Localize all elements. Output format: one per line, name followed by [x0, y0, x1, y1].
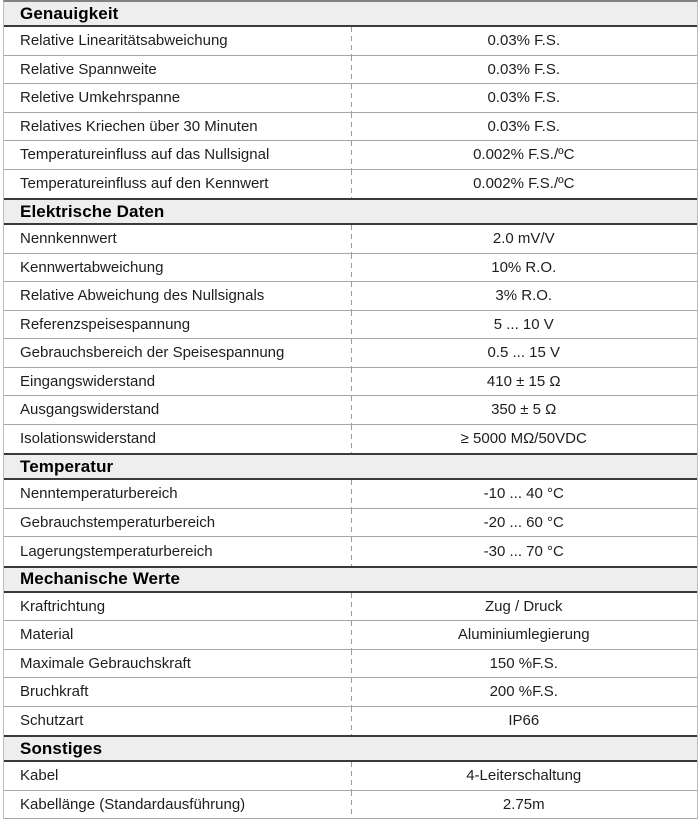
spec-value	[351, 791, 698, 819]
table-row	[4, 56, 697, 85]
spec-label: Schutzart	[20, 712, 84, 730]
specification-table	[3, 0, 698, 819]
spec-value-text: 2.0 mV/V	[492, 230, 555, 248]
spec-value	[351, 141, 698, 169]
table-row	[4, 311, 697, 340]
spec-value	[351, 113, 698, 141]
dashed-column-divider	[351, 27, 352, 55]
table-row	[4, 84, 697, 113]
dashed-column-divider	[351, 339, 352, 367]
table-row	[4, 791, 697, 820]
spec-value	[351, 311, 698, 339]
spec-label: Isolationswiderstand	[20, 430, 156, 448]
spec-value	[351, 537, 698, 566]
table-row	[4, 425, 697, 454]
spec-value	[351, 678, 698, 706]
table-row	[4, 480, 697, 509]
spec-label: Temperatureinfluss auf den Kennwert	[20, 175, 269, 193]
spec-label: Referenzspeisespannung	[20, 315, 191, 333]
spec-value-text: ≥ 5000 MΩ/50VDC	[460, 430, 587, 448]
dashed-column-divider	[351, 707, 352, 736]
spec-value	[351, 170, 698, 199]
dashed-column-divider	[351, 84, 352, 112]
spec-value	[351, 593, 698, 621]
section-title: Sonstiges	[4, 735, 697, 762]
spec-value-text: -20 ... 60 °C	[483, 513, 564, 531]
spec-value-text: -30 ... 70 °C	[483, 542, 564, 560]
spec-value	[351, 480, 698, 508]
section-title: Genauigkeit	[4, 2, 697, 27]
table-row	[4, 368, 697, 397]
spec-label: Kraftrichtung	[20, 597, 106, 615]
spec-label: Eingangswiderstand	[20, 372, 156, 390]
spec-value	[351, 282, 698, 310]
spec-label: Gebrauchsbereich der Speisespannung	[20, 344, 285, 362]
table-row	[4, 396, 697, 425]
spec-value-text: 4-Leiterschaltung	[466, 767, 582, 785]
spec-label: Temperatureinfluss auf das Nullsignal	[20, 146, 270, 164]
dashed-column-divider	[351, 225, 352, 253]
spec-value-text: 3% R.O.	[495, 287, 553, 305]
dashed-column-divider	[351, 368, 352, 396]
spec-value-text: Aluminiumlegierung	[457, 626, 590, 644]
spec-value-text: IP66	[508, 712, 540, 730]
section-title: Elektrische Daten	[4, 198, 697, 225]
section-elektrische-daten	[4, 198, 697, 453]
dashed-column-divider	[351, 113, 352, 141]
spec-label: Ausgangswiderstand	[20, 401, 160, 419]
spec-value	[351, 339, 698, 367]
table-row	[4, 113, 697, 142]
spec-value	[351, 27, 698, 55]
table-row	[4, 225, 697, 254]
spec-value	[351, 254, 698, 282]
spec-value-text: 5 ... 10 V	[493, 315, 554, 333]
spec-label: Nennkennwert	[20, 230, 117, 248]
table-row	[4, 678, 697, 707]
table-row	[4, 282, 697, 311]
dashed-column-divider	[351, 141, 352, 169]
spec-label: Reletive Umkehrspanne	[20, 89, 181, 107]
spec-label: Kabellänge (Standardausführung)	[20, 795, 246, 813]
section-mechanische-werte	[4, 566, 697, 736]
spec-value-text: 0.5 ... 15 V	[487, 344, 561, 362]
spec-label: Gebrauchstemperaturbereich	[20, 513, 216, 531]
spec-value	[351, 650, 698, 678]
dashed-column-divider	[351, 480, 352, 508]
spec-value	[351, 762, 698, 790]
table-row	[4, 707, 697, 736]
section-sonstiges	[4, 735, 697, 819]
table-row	[4, 254, 697, 283]
dashed-column-divider	[351, 396, 352, 424]
table-row	[4, 593, 697, 622]
spec-value-text: 200 %F.S.	[489, 683, 558, 701]
spec-value	[351, 396, 698, 424]
spec-label: Relatives Kriechen über 30 Minuten	[20, 117, 258, 135]
dashed-column-divider	[351, 282, 352, 310]
spec-value	[351, 509, 698, 537]
table-row	[4, 762, 697, 791]
dashed-column-divider	[351, 170, 352, 199]
spec-label: Nenntemperaturbereich	[20, 485, 178, 503]
table-row	[4, 537, 697, 566]
section-title: Mechanische Werte	[4, 566, 697, 593]
spec-value	[351, 621, 698, 649]
spec-value-text: 0.002% F.S./ºC	[473, 175, 575, 193]
spec-value-text: 0.03% F.S.	[487, 89, 561, 107]
spec-value-text: 0.002% F.S./ºC	[473, 146, 575, 164]
table-row	[4, 621, 697, 650]
dashed-column-divider	[351, 791, 352, 819]
table-row	[4, 339, 697, 368]
spec-label: Maximale Gebrauchskraft	[20, 654, 191, 672]
dashed-column-divider	[351, 537, 352, 566]
dashed-column-divider	[351, 254, 352, 282]
spec-value	[351, 225, 698, 253]
spec-label: Relative Linearitätsabweichung	[20, 32, 228, 50]
dashed-column-divider	[351, 762, 352, 790]
spec-label: Kabel	[20, 767, 59, 785]
spec-value-text: 0.03% F.S.	[487, 32, 561, 50]
section-genauigkeit	[4, 2, 697, 198]
spec-value-text: 350 ± 5 Ω	[491, 401, 557, 419]
dashed-column-divider	[351, 425, 352, 454]
dashed-column-divider	[351, 509, 352, 537]
spec-value	[351, 425, 698, 454]
spec-label: Relative Spannweite	[20, 60, 157, 78]
spec-label: Lagerungstemperaturbereich	[20, 542, 213, 560]
dashed-column-divider	[351, 593, 352, 621]
spec-value-text: 10% R.O.	[491, 258, 557, 276]
dashed-column-divider	[351, 621, 352, 649]
spec-value-text: 150 %F.S.	[489, 654, 558, 672]
table-row	[4, 141, 697, 170]
spec-value-text: 2.75m	[502, 795, 545, 813]
spec-value-text: 410 ± 15 Ω	[486, 372, 561, 390]
section-title: Temperatur	[4, 453, 697, 480]
table-row	[4, 170, 697, 199]
dashed-column-divider	[351, 56, 352, 84]
spec-value	[351, 707, 698, 736]
spec-label: Bruchkraft	[20, 683, 89, 701]
spec-value-text: 0.03% F.S.	[487, 117, 561, 135]
spec-label: Kennwertabweichung	[20, 258, 164, 276]
table-row	[4, 27, 697, 56]
spec-value-text: 0.03% F.S.	[487, 60, 561, 78]
spec-value-text: Zug / Druck	[484, 597, 563, 615]
spec-value-text: -10 ... 40 °C	[483, 485, 564, 503]
dashed-column-divider	[351, 311, 352, 339]
spec-value	[351, 368, 698, 396]
dashed-column-divider	[351, 678, 352, 706]
table-row	[4, 509, 697, 538]
dashed-column-divider	[351, 650, 352, 678]
table-row	[4, 650, 697, 679]
spec-value	[351, 56, 698, 84]
spec-label: Material	[20, 626, 74, 644]
spec-value	[351, 84, 698, 112]
spec-label: Relative Abweichung des Nullsignals	[20, 287, 265, 305]
section-temperatur	[4, 453, 697, 566]
